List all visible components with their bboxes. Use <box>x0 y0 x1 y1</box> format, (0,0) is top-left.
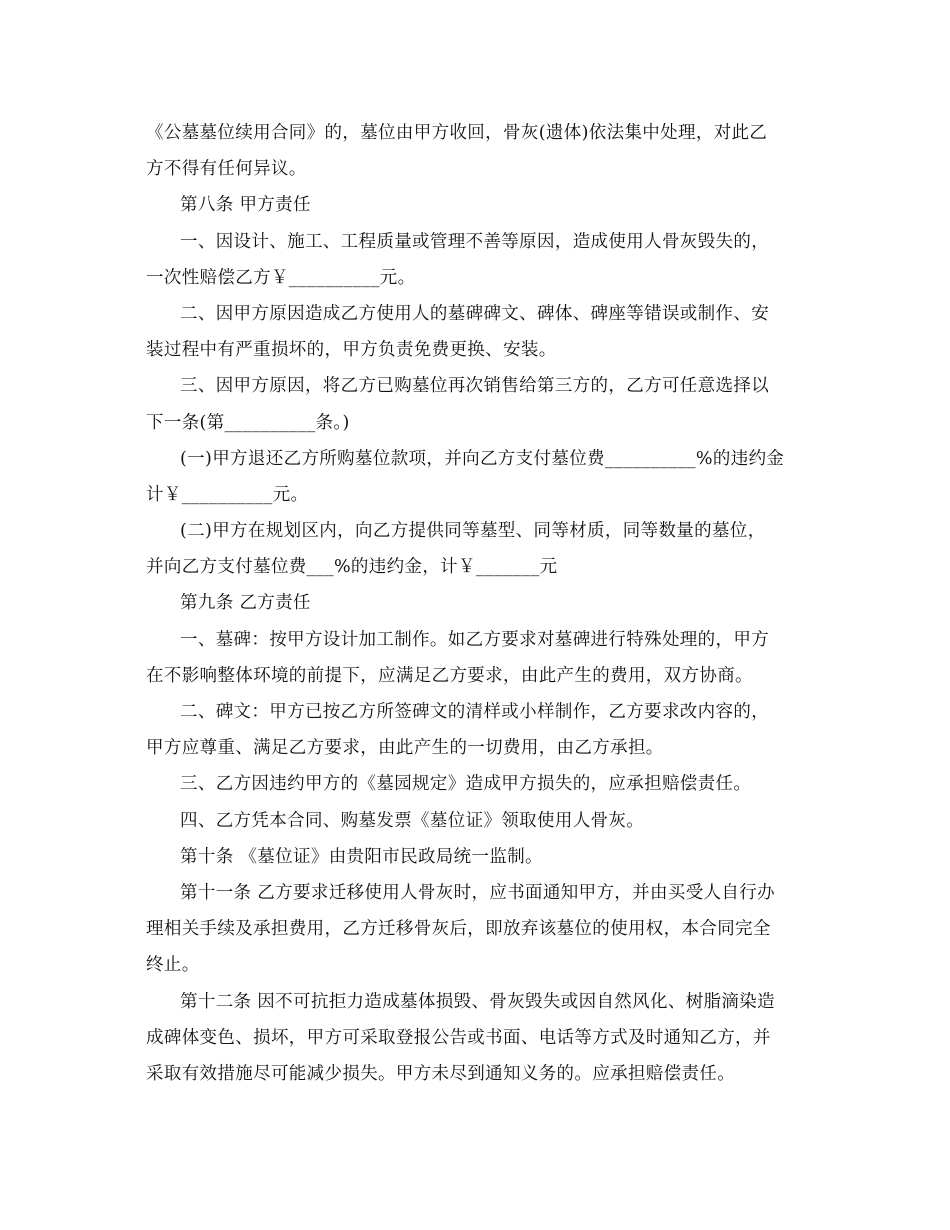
text-line: 甲方应尊重、满足乙方要求，由此产生的一切费用，由乙方承担。 <box>146 738 664 759</box>
text-line: 方不得有任何异议。 <box>146 159 307 180</box>
text-line: 并向乙方支付墓位费___%的违约金，计￥_______元 <box>146 557 558 578</box>
text-line: 三、因甲方原因，将乙方已购墓位再次销售给第三方的，乙方可任意选择以 <box>180 376 770 397</box>
text-line: 理相关手续及承担费用，乙方迁移骨灰后，即放弃该墓位的使用权，本合同完全 <box>146 919 771 940</box>
article-heading: 第十条 《墓位证》由贵阳市民政局统一监制。 <box>180 846 543 867</box>
text-line: (二)甲方在规划区内，向乙方提供同等墓型、同等材质，同等数量的墓位， <box>180 521 766 542</box>
text-line: 四、乙方凭本合同、购墓发票《墓位证》领取使用人骨灰。 <box>180 810 645 831</box>
text-line: 二、碑文：甲方已按乙方所签碑文的清样或小样制作，乙方要求改内容的， <box>180 702 770 722</box>
text-line: 一次性赔偿乙方￥__________元。 <box>146 267 416 288</box>
text-line: 采取有效措施尽可能减少损失。甲方未尽到通知义务的。应承担赔偿责任。 <box>146 1063 736 1084</box>
text-line: 一、墓碑：按甲方设计加工制作。如乙方要求对墓碑进行特殊处理的，甲方 <box>180 629 770 650</box>
text-line: 成碑体变色、损坏，甲方可采取登报公告或书面、电话等方式及时通知乙方，并 <box>146 1027 771 1048</box>
text-line: 计￥__________元。 <box>146 484 309 505</box>
text-line: (一)甲方退还乙方所购墓位款项，并向乙方支付墓位费__________%的违约金 <box>180 448 785 469</box>
contract-body <box>146 115 806 1092</box>
text-line: 二、因甲方原因造成乙方使用人的墓碑碑文、碑体、碑座等错误或制作、安 <box>180 303 770 324</box>
text-line: 一、因设计、施工、工程质量或管理不善等原因，造成使用人骨灰毁失的， <box>180 231 770 252</box>
article-heading: 第九条 乙方责任 <box>180 593 311 614</box>
text-line: 终止。 <box>146 955 200 976</box>
text-line: 《公墓墓位续用合同》的，墓位由甲方收回，骨灰(遗体)依法集中处理，对此乙 <box>146 123 768 143</box>
article-heading: 第八条 甲方责任 <box>180 195 311 216</box>
text-line: 三、乙方因违约甲方的《墓园规定》造成甲方损失的，应承担赔偿责任。 <box>180 774 752 795</box>
text-line: 第十二条 因不可抗拒力造成墓体损毁、骨灰毁失或因自然风化、树脂滴染造 <box>180 991 775 1012</box>
text-line: 装过程中有严重损坏的，甲方负责免费更换、安装。 <box>146 340 557 361</box>
text-line: 下一条(第__________条。) <box>146 412 350 433</box>
text-line: 在不影响整体环境的前提下，应满足乙方要求，由此产生的费用，双方协商。 <box>146 665 753 686</box>
text-line: 第十一条 乙方要求迁移使用人骨灰时，应书面通知甲方，并由买受人自行办 <box>180 882 775 903</box>
